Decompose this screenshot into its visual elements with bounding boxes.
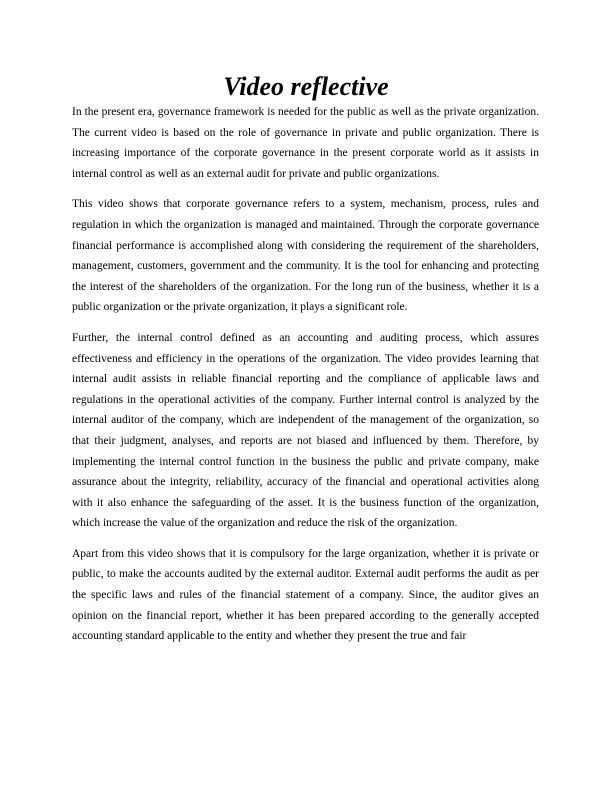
paragraph-corporate-governance: This video shows that corporate governance refers to a system, mechanism, process, rules and regulation in which the organization is managed and maintained. Through the corporate governance financial performance is accomplished along with considering the requirement of the shareholders, management, customers, government and the community. It is the tool for enhancing and protecting the interest of the shareholders of the organization. For the long run of the business, whether it is a public organization or the private organization, it plays a significant role. [72,198,539,314]
paragraph-intro: In the present era, governance framework is needed for the public as well as the private organization. The current video is based on the role of governance in private and public organization. There is increasing importance of the corporate governance in the present corporate world as it assists in internal control as well as an external audit for private and public organizations. [72,106,539,180]
paragraph-internal-control: Further, the internal control defined as an accounting and auditing process, which assures effectiveness and efficiency in the operations of the organization. The video provides learning that internal audit assists in reliable financial reporting and the compliance of applicable laws and regulations in the operational activities of the company. Further internal control is analyzed by the internal auditor of the company, which are independent of the management of the organization, so that their judgment, analyses, and reports are not biased and influenced by them. Therefore, by implementing the internal control function in the business the public and private company, make assurance about the integrity, reliability, accuracy of the financial and operational activities along with it also enhance the safeguarding of the asset. It is the business function of the organization, which increase the value of the organization and reduce the risk of the organization. [72,331,539,530]
document-body [72,102,539,657]
paragraph-external-audit: Apart from this video shows that it is compulsory for the large organization, whether it is private or public, to make the accounts audited by the external auditor. External audit performs the audit as per the specific laws and rules of the financial statement of a company. Since, the auditor gives an opinion on the financial report, whether it has been prepared according to the generally accepted accounting standard applicable to the entity and whether they present the true and fair [72,547,539,643]
page-title: Video reflective [223,72,389,101]
